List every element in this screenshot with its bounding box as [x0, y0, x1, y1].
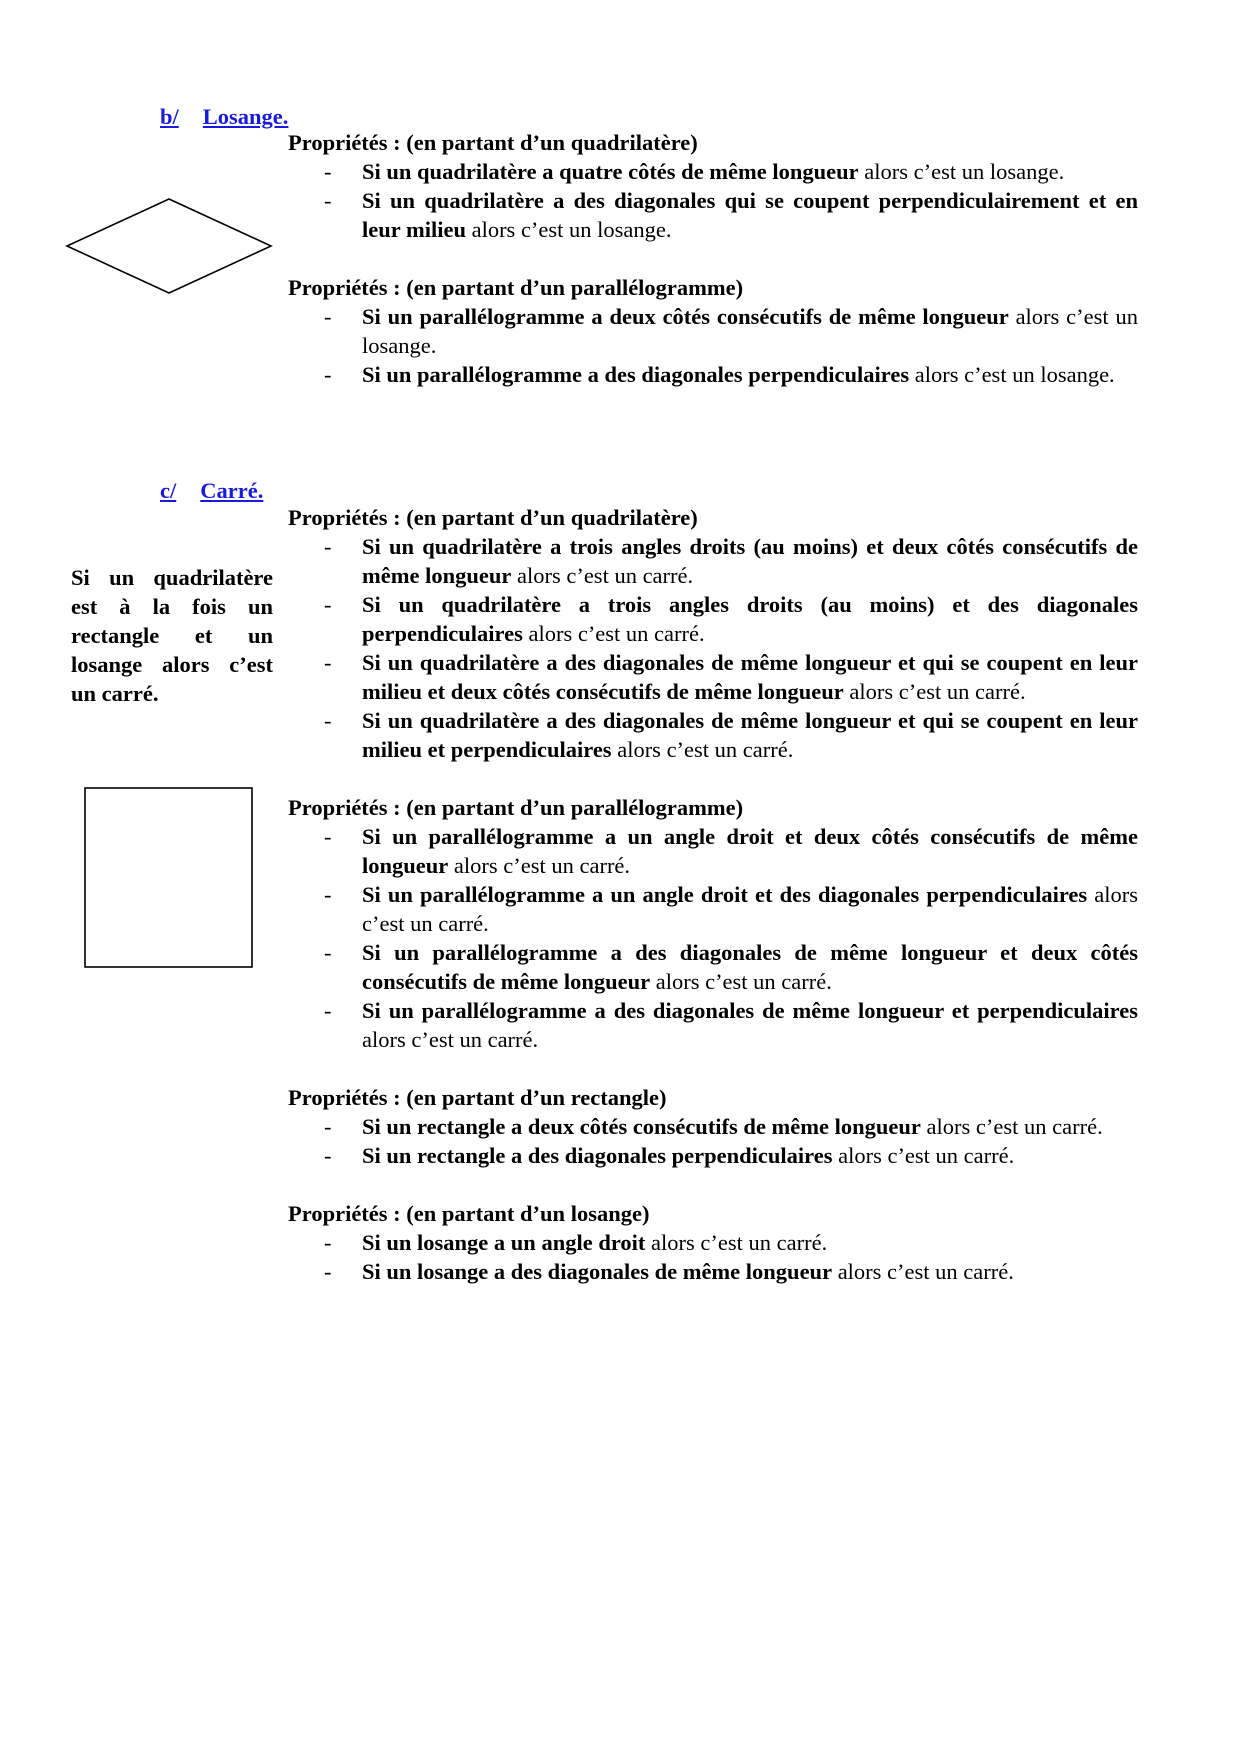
list-item: - Si un losange a un angle droit alors c’est un carré.	[288, 1228, 1138, 1257]
list-item: - Si un parallélogramme a deux côtés consécutifs de même longueur alors c’est un losange.	[288, 302, 1138, 360]
property-group	[288, 793, 1138, 1054]
property-group	[288, 503, 1138, 764]
property-list	[288, 822, 1138, 1054]
property-group-title: Propriétés : (en partant d’un losange)	[288, 1201, 650, 1226]
property-group-title: Propriétés : (en partant d’un quadrilatère)	[288, 130, 698, 155]
list-item: - Si un parallélogramme a un angle droit et deux côtés consécutifs de même longueur alors c’est un carré.	[288, 822, 1138, 880]
list-item: - Si un quadrilatère a des diagonales qui se coupent perpendiculairement et en leur milieu alors c’est un losange.	[288, 186, 1138, 244]
losange-properties	[288, 128, 1138, 389]
list-item: - Si un quadrilatère a des diagonales de même longueur et qui se coupent en leur milieu et perpendiculaires alors c’est un carré.	[288, 706, 1138, 764]
section-heading-label: c/	[160, 478, 177, 503]
list-item: - Si un parallélogramme a des diagonales perpendiculaires alors c’est un losange.	[288, 360, 1138, 389]
list-item: - Si un quadrilatère a quatre côtés de même longueur alors c’est un losange.	[288, 157, 1138, 186]
list-item: - Si un rectangle a des diagonales perpendiculaires alors c’est un carré.	[288, 1141, 1138, 1170]
property-group	[288, 128, 1138, 244]
list-item: - Si un quadrilatère a des diagonales de même longueur et qui se coupent en leur milieu et deux côtés consécutifs de même longueur alors c’est un carré.	[288, 648, 1138, 706]
section-heading-label: b/	[160, 104, 179, 129]
section-heading-losange	[160, 102, 288, 131]
property-group-title: Propriétés : (en partant d’un parallélogramme)	[288, 795, 744, 820]
property-list	[288, 1112, 1138, 1170]
property-group	[288, 1083, 1138, 1170]
list-item: - Si un parallélogramme a des diagonales de même longueur et deux côtés consécutifs de même longueur alors c’est un carré.	[288, 938, 1138, 996]
square-figure	[84, 787, 254, 969]
property-group-title: Propriétés : (en partant d’un parallélogramme)	[288, 275, 744, 300]
section-heading-title: Losange.	[202, 104, 289, 129]
list-item: - Si un quadrilatère a trois angles droits (au moins) et deux côtés consécutifs de même longueur alors c’est un carré.	[288, 532, 1138, 590]
section-heading-title: Carré.	[200, 478, 264, 503]
list-item: - Si un quadrilatère a trois angles droits (au moins) et des diagonales perpendiculaires alors c’est un carré.	[288, 590, 1138, 648]
list-item: - Si un parallélogramme a un angle droit et des diagonales perpendiculaires alors c’est un carré.	[288, 880, 1138, 938]
property-group	[288, 273, 1138, 389]
property-group	[288, 1199, 1138, 1286]
square-side-note: Si un quadrilatère est à la fois un rectangle et un losange alors c’est un carré.	[71, 565, 273, 706]
property-group-title: Propriétés : (en partant d’un quadrilatère)	[288, 505, 698, 530]
list-item: - Si un losange a des diagonales de même longueur alors c’est un carré.	[288, 1257, 1138, 1286]
property-group-title: Propriétés : (en partant d’un rectangle)	[288, 1085, 667, 1110]
list-item: - Si un rectangle a deux côtés consécutifs de même longueur alors c’est un carré.	[288, 1112, 1138, 1141]
property-list	[288, 1228, 1138, 1286]
property-list	[288, 302, 1138, 389]
property-list	[288, 157, 1138, 244]
rhombus-figure	[64, 196, 274, 296]
carre-properties	[288, 503, 1138, 1286]
list-item: - Si un parallélogramme a des diagonales de même longueur et perpendiculaires alors c’est un carré.	[288, 996, 1138, 1054]
property-list	[288, 532, 1138, 764]
section-heading-carre	[160, 476, 263, 505]
